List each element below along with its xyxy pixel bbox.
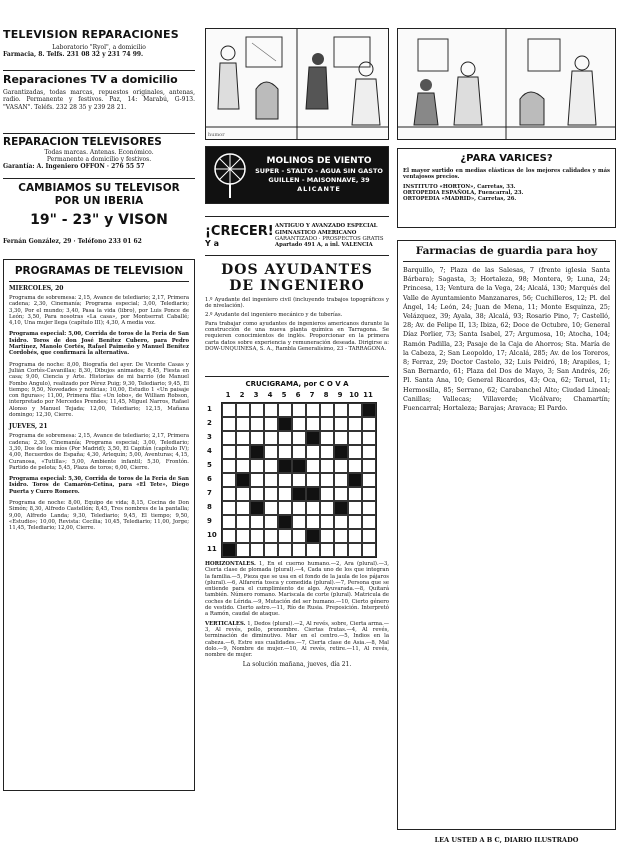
crossword-number: 8 (207, 503, 212, 511)
crossword-cell (250, 529, 264, 543)
crossword-cell (348, 501, 362, 515)
crossword-cell (292, 459, 306, 473)
crossword-cell (320, 431, 334, 445)
clue-label: VERTICALES. (205, 620, 246, 627)
crossword-cell (348, 529, 362, 543)
crossword-cell (348, 417, 362, 431)
ad-item: 2.º Ayudante del ingeniero mecánico y de tuberías. (205, 311, 343, 318)
ad-sizes: 19" - 23" y VISON (30, 212, 168, 228)
crossword-cell (236, 501, 250, 515)
ad-item: 1.º Ayudante del ingeniero civil (incluyendo trabajos topográficos y de nivelación). (205, 297, 389, 310)
tv-programs-box (3, 259, 195, 791)
crossword-cell (278, 543, 292, 557)
crossword-cell (292, 403, 306, 417)
ad-title: TELEVISION REPARACIONES (3, 28, 179, 41)
crossword-cell (222, 501, 236, 515)
ad-line: ORTOPEDIA «MADRID», Carretas, 26. (403, 196, 517, 203)
crossword-cell (334, 529, 348, 543)
crossword-cell (250, 487, 264, 501)
cartoon-strip-right (397, 28, 616, 140)
crossword-cell (320, 459, 334, 473)
molinos-address: GUILLEN - MAISONNAVE, 39 (268, 176, 370, 184)
tv-title: PROGRAMAS DE TELEVISION (9, 265, 189, 282)
crossword-cell (250, 445, 264, 459)
crossword-cell (320, 543, 334, 557)
crossword-cell (306, 487, 320, 501)
crecer-line: GIMNASTICO AMERICANO (275, 229, 357, 236)
crossword-cell (292, 487, 306, 501)
crecer-prefix: Y a (205, 238, 219, 248)
crossword-number: 6 (207, 475, 212, 483)
crossword-number: 3 (253, 391, 259, 399)
ad-title: CAMBIAMOS SU TELEVISOR (18, 182, 180, 194)
crossword-cell (264, 459, 278, 473)
crossword-cell (334, 543, 348, 557)
crossword-number: 3 (207, 433, 212, 441)
crossword-column-numbers (221, 391, 375, 399)
cartoon-caption: humor (208, 132, 225, 138)
crossword-cell (306, 543, 320, 557)
ad-line: ORTOPEDIA ESPAÑOLA, Fuencarral, 23. (403, 189, 524, 196)
crecer-line: ANTIGUO Y AVANZADO ESPECIAL (275, 223, 378, 230)
ad-reparaciones-tv (3, 71, 195, 133)
ad-line: INSTITUTO «HORTON», Carretas, 33. (403, 183, 516, 190)
crossword-cell (362, 403, 376, 417)
crossword-cell (264, 529, 278, 543)
crossword-cell (292, 473, 306, 487)
crossword-cell (362, 543, 376, 557)
ad-television-reparaciones (3, 28, 195, 70)
crossword-number: 1 (225, 391, 231, 399)
crossword-cell (264, 543, 278, 557)
farmacias-box (397, 240, 616, 830)
crossword-cell (236, 515, 250, 529)
crossword-cell (222, 529, 236, 543)
crossword-cell (278, 529, 292, 543)
ad-reparacion-televisores (3, 134, 195, 178)
crossword-cell (236, 473, 250, 487)
crossword-number: 11 (207, 545, 217, 553)
crossword-cell (320, 445, 334, 459)
crossword-cell (250, 459, 264, 473)
crossword-cell (292, 501, 306, 515)
crossword-cell (236, 543, 250, 557)
clue-text: 1, En el cuerno humano.—2, Ara (plural).—3, Cierta clase de plomada (plural).—4, Cada uno de los que integran la familia.—5, Pieza que se usa en el fondo de la jaula de los pájaros (plural).—6, Alfarería tosca y comedida (plural).—7, Persona que se entiende para el cumplimiento de algo. Ayuvarada.—8, Quitará también. Número romano. Mariscala de corte (plural). Matricula de coches de Lérida.—9, Mutación del ser humano.—10, Cierto género de vestido. Cierto astro.—11, Río de Rusia. Preposición. Interpretó a Ramón, caudal de ataque. (205, 561, 389, 618)
crossword-number: 2 (207, 419, 212, 427)
crossword-cell (348, 487, 362, 501)
crossword-cell (362, 459, 376, 473)
ad-title: REPARACION TELEVISORES (3, 136, 162, 148)
crossword-cell (348, 403, 362, 417)
windmill-icon (210, 151, 250, 199)
right-column (397, 28, 616, 845)
ad-title: Reparaciones TV a domicilio (3, 73, 178, 86)
crossword-number: 9 (337, 391, 343, 399)
crecer-title: ¡CRECER! (205, 223, 274, 239)
molinos-city: ALICANTE (297, 185, 341, 193)
crossword-cell (236, 445, 250, 459)
ad-title: DE INGENIERO (229, 278, 365, 294)
crossword-cell (306, 445, 320, 459)
crossword-cell (320, 473, 334, 487)
middle-column (205, 28, 389, 668)
crossword-cell (278, 487, 292, 501)
ad-body: El mayor surtido en medias elásticas de los mejores calidades y más ventajosos precios. (403, 168, 610, 181)
crossword-number: 4 (207, 447, 212, 455)
crossword-cell (292, 445, 306, 459)
crossword-cell (292, 417, 306, 431)
crossword-cell (348, 515, 362, 529)
crossword-cell (292, 543, 306, 557)
ad-footer: Fernán González, 29 · Teléfono 233 01 62 (3, 238, 142, 245)
crossword-cell (306, 403, 320, 417)
crossword-cell (334, 431, 348, 445)
clue-label: HORIZONTALES. (205, 561, 256, 567)
crossword-number: 6 (295, 391, 301, 399)
crossword-cell (278, 431, 292, 445)
ad-title: DOS AYUDANTES (221, 262, 373, 278)
crossword-number: 5 (207, 461, 212, 469)
crossword-cell (334, 515, 348, 529)
crossword-cell (236, 403, 250, 417)
crossword-cell (306, 431, 320, 445)
crossword-cell (334, 417, 348, 431)
crossword-cell (222, 431, 236, 445)
crossword-cell (362, 515, 376, 529)
program-block: Programa de noche: 8,00, Biografía del ayer. De Vicente Casas y Julián Cortés-Cavanillas; 8,30, Dibujos animados; 8,45, Fiesta en casa; 9,00, Ciencia y Arte. Historias de mi barrio (de Manuel Fombo Angulo), realizado por Pérez Puig; 9,30, Telediario; 9,45, El tiempo; 9,50, Novedades y noticias; 10,00, Estudio 1 «Un paisaje con figuras»; 11,00, Primera fila: «Un lobo», de William Robson, interpretado por Mercedes Prendes; 11,45, Miguel Narros, Rafael Alonso y Manuel Tejada; 12,00, Telediario; 12,15, Mañana domingo; 12,30, Cierre. (9, 361, 189, 419)
crossword-horizontal-clues (205, 561, 389, 618)
farmacias-list: Barquillo, 7; Plaza de las Salesas, 7 (frente iglesia Santa Bárbara); Sagasta, 3; Hortaleza, 98; Montera, 9; Luna, 24; Princesa, 13; Ventura de la Vega, 24; Alcalá, 130; Marqués del Valle de Ayuntamiento Manzanares, 56; Cuchilleros, 12; Pl. del Ángel, 14; León, 24; Juan de Mena, 11; Monte Esquinza, 25; Velázquez, 39; Ayala, 38; Alcalá, 93; Rosario Pino, 7; Castelló, 28; Av. de Felipe II, 13; Ibiza, 62; Doce de Octubre, 10; General Díaz Porlier, 73; Santa Isabel, 27; Argumosa, 10; Atocha, 104; Ramón Padilla, 23; Pasaje de la Caja de Ahorros; Sta. María de la Cabeza, 2; San Leopoldo, 17; Alcalá, 285; Av. de los Toreros, 8; Ferraz, 29; Doctor Castelo, 32; Luis Peidró, 18; Arapiles, 1; San Bernardo, 61; Plaza del Dos de Mayo, 3; San Andrés, 26; Pl. Santa Ana, 10; General Ricardos, 43; Oca, 62; Teruel, 11; Hermosilla, 85; Serrano, 62; Carabanchel Alto; Ciudad Lineal; Canillas; Vallecas; Villaverde; Vicálvaro; Chamartín; Fuencarral; Hortaleza; Barajas; Aravaca; El Pardo. (403, 266, 610, 413)
crossword-cell (250, 515, 264, 529)
crossword-cell (278, 515, 292, 529)
ad-varices (397, 148, 616, 228)
crossword-cell (306, 473, 320, 487)
crossword-number: 8 (323, 391, 329, 399)
ad-body: Para trabajar como ayudantes de ingenieros americanos durante la construcción de una nueva planta química en Tarragona. Se requieren conocimientos de inglés. Proporcionar en la primera carta datos sobre experiencia y remuneración deseada. Dirigirse a: DOW-UNQUINESA, S. A., Rambla Generalísimo, 23 - TARRAGONA. (205, 320, 389, 353)
crossword-cell (362, 487, 376, 501)
crossword-number: 10 (349, 391, 359, 399)
ad-subtitle: POR UN IBERIA (54, 195, 144, 207)
crossword-cell (264, 487, 278, 501)
day-heading: JUEVES, 21 (9, 423, 48, 431)
crossword-cell (348, 543, 362, 557)
crossword-cell (236, 459, 250, 473)
farmacias-title: Farmacias de guardia para hoy (403, 245, 610, 262)
crossword-cell (264, 501, 278, 515)
crossword-cell (292, 529, 306, 543)
molinos-title: MOLINOS DE VIENTO (266, 156, 372, 166)
crossword-number: 2 (239, 391, 245, 399)
crecer-line: GARANTIZADO · PROSPECTOS GRATIS (275, 236, 384, 242)
ad-dos-ayudantes (205, 262, 389, 372)
crossword-cell (222, 473, 236, 487)
crossword-footer: La solución mañana, jueves, día 21. (242, 661, 352, 669)
crossword-cell (334, 501, 348, 515)
crossword-cell (334, 403, 348, 417)
crossword-cell (348, 431, 362, 445)
crossword-cell (222, 459, 236, 473)
crossword-cell (250, 403, 264, 417)
crossword-cell (222, 403, 236, 417)
crossword-cell (292, 431, 306, 445)
crossword-cell (250, 417, 264, 431)
program-block: Programa de sobremesa: 2,15, Avance de telediario; 2,17, Primera cadena; 2,30, Cinemanía; Programa especial; 3,00, Telediario; 3,30, Por el mundo; 3,40, Pasa la vida (libro), por Luis Ponce de León; 3,50, Para nosotras «La casa», por Montserrat Caballé; 4,10, Una mujer llega (capítulo III); 4,30, A media voz. (9, 295, 189, 327)
crossword-cell (250, 501, 264, 515)
crossword-cell (348, 459, 362, 473)
crossword-cell (264, 473, 278, 487)
crossword-cell (264, 445, 278, 459)
crossword-cell (334, 459, 348, 473)
program-block: Programa de sobremesa: 2,15, Avance de telediario; 2,17, Primera cadena; 2,30, Cinemanía; Programa especial; 3,00, Telediario; 3,30, Dos de los míos (Por Madrid); 3,50, El Capitán (capítulo IV); 4,00, Recuerdos de España; 4,30, Arlequín; 5,00, Aventuras; 4,15, Curanosa, «Tutilla»; 5,00, Ambiente infantil; 5,30, Frontón. Partido de pelota; 5,45, Plaza de toros; 6,00, Cierre. (9, 433, 189, 471)
ad-iberia (3, 179, 195, 259)
crossword-cell (278, 459, 292, 473)
crossword-cell (320, 487, 334, 501)
crossword-cell (320, 417, 334, 431)
cartoon-strip (205, 28, 389, 140)
crossword-cell (236, 529, 250, 543)
program-block: Programa especial: 5,30, Corrida de toros de la Feria de San Isidro. Toros de Camarón-Cetina, para «El Tete», Diego Puerta y Curro Romero. (9, 476, 189, 495)
crossword-cell (306, 501, 320, 515)
crossword-cell (334, 473, 348, 487)
crossword-cell (222, 445, 236, 459)
program-block: Programa de noche: 8,00, Equipo de vida; 8,15, Cocina de Don Simón; 8,30, Alfredo Castellón; 8,45, Tres nombres de la pantalla; 9,00, Alfredo Landa; 9,30, Telediario; 9,45, El tiempo; 9,50, «Estudio»; 10,00, Revista: Cecilia; 10,45, Telediario; 11,00, Jorge; 11,45, Telediario; 12,00, Cierre. (9, 500, 189, 532)
crossword-cell (236, 487, 250, 501)
crossword-number: 1 (207, 405, 212, 413)
crossword-cell (250, 543, 264, 557)
program-block: Programa especial: 5,00, Corrida de toros de la Feria de San Isidro. Toros de don José Benítez Cubero, para Pedro Martínez, Manolo Cortés, Rafael Paimeño y Manuel Benítez Cordobés, que confirmará la alternativa. (9, 331, 189, 357)
day-heading: MIERCOLES, 20 (9, 285, 64, 292)
crossword-number: 4 (267, 391, 273, 399)
left-column (3, 28, 195, 791)
crossword-cell (236, 431, 250, 445)
cartoon-illustration (398, 29, 615, 139)
crossword-cell (278, 417, 292, 431)
crossword-vertical-clues (205, 621, 389, 659)
clue-text: 1, Dedos (plural).—2, Al revés, sobre, Cierta arma.—3, Al revés, pollo, pronombre. Ciertas frutas.—4, Al revés, terminación de diminutivo. Mar en el centro.—5, Indios en la cabeza.—6, Estre sus cualidades.—7, Cierta clase de Asia.—8, Mal dolo.—9, Nombre de mujer.—10, Al revés, retire.—11, Al revés, nombre de mujer. (205, 620, 389, 659)
crossword-cell (348, 445, 362, 459)
crossword-cell (278, 501, 292, 515)
ad-line: Garantía: A. Ingeniero OFFON · 276 55 57 (3, 163, 145, 170)
crossword-number: 10 (207, 531, 217, 539)
crossword-cell (348, 473, 362, 487)
crossword-cell (320, 403, 334, 417)
crossword-cell (292, 515, 306, 529)
molinos-subtitle: SUPER - STALTO - AGUA SIN GASTO (255, 167, 383, 175)
crossword-number: 11 (363, 391, 373, 399)
crossword-cell (250, 473, 264, 487)
crossword-cell (264, 431, 278, 445)
crossword-cell (278, 473, 292, 487)
crossword-cell (362, 445, 376, 459)
crossword-number: 7 (207, 489, 212, 497)
crossword-number: 7 (309, 391, 315, 399)
crossword-cell (362, 431, 376, 445)
crossword-cell (334, 487, 348, 501)
crossword-cell (222, 487, 236, 501)
crossword-cell (264, 417, 278, 431)
crossword-cell (320, 501, 334, 515)
crossword-number: 9 (207, 517, 212, 525)
crossword-cell (222, 543, 236, 557)
crossword-cell (362, 473, 376, 487)
crossword-cell (306, 515, 320, 529)
crossword-cell (320, 515, 334, 529)
crossword-cell (362, 417, 376, 431)
crossword-section (205, 377, 389, 668)
crossword-cell (278, 445, 292, 459)
ad-title: ¿PARA VARICES? (460, 153, 553, 164)
ad-molinos (205, 146, 389, 204)
crossword-cell (334, 445, 348, 459)
crossword-cell (222, 515, 236, 529)
ad-crecer (205, 216, 389, 256)
crossword-cell (320, 529, 334, 543)
crossword-cell (236, 417, 250, 431)
ad-line: Laboratorio "Ryol", a domicilio (52, 44, 146, 51)
crossword-cell (250, 431, 264, 445)
crossword-cell (362, 501, 376, 515)
crossword-cell (278, 403, 292, 417)
crossword-cell (222, 417, 236, 431)
ad-line: Todas marcas. Antenas. Económico. (44, 149, 154, 156)
crossword-cell (306, 459, 320, 473)
crossword-cell (264, 403, 278, 417)
crossword-grid (221, 402, 377, 558)
crossword-cell (362, 529, 376, 543)
ad-line: Farmacia, 8. Telfs. 231 08 32 y 231 74 99. (3, 51, 144, 58)
crossword-cell (306, 417, 320, 431)
crossword-cell (306, 529, 320, 543)
crossword-cell (264, 515, 278, 529)
ad-line: Permanente a domicilio y festivos. (46, 156, 152, 163)
cartoon-illustration (206, 29, 388, 139)
crossword-number: 5 (281, 391, 287, 399)
crecer-line: Apartado 491 A, a inl. VALENCIA (275, 242, 373, 249)
ad-body: Garantizadas, todas marcas, repuestos originales, antenas, radio. Permanente y festivos. Paz, 14: Marabú, G-913. "VASAN". Teléfs. 232 28 35 y 239 28 21. (3, 89, 195, 111)
crossword-title: CRUCIGRAMA, por C O V A (245, 380, 349, 388)
crossword-row-numbers (207, 402, 217, 556)
page-footer: LEA USTED A B C, DIARIO ILUSTRADO (434, 836, 579, 844)
